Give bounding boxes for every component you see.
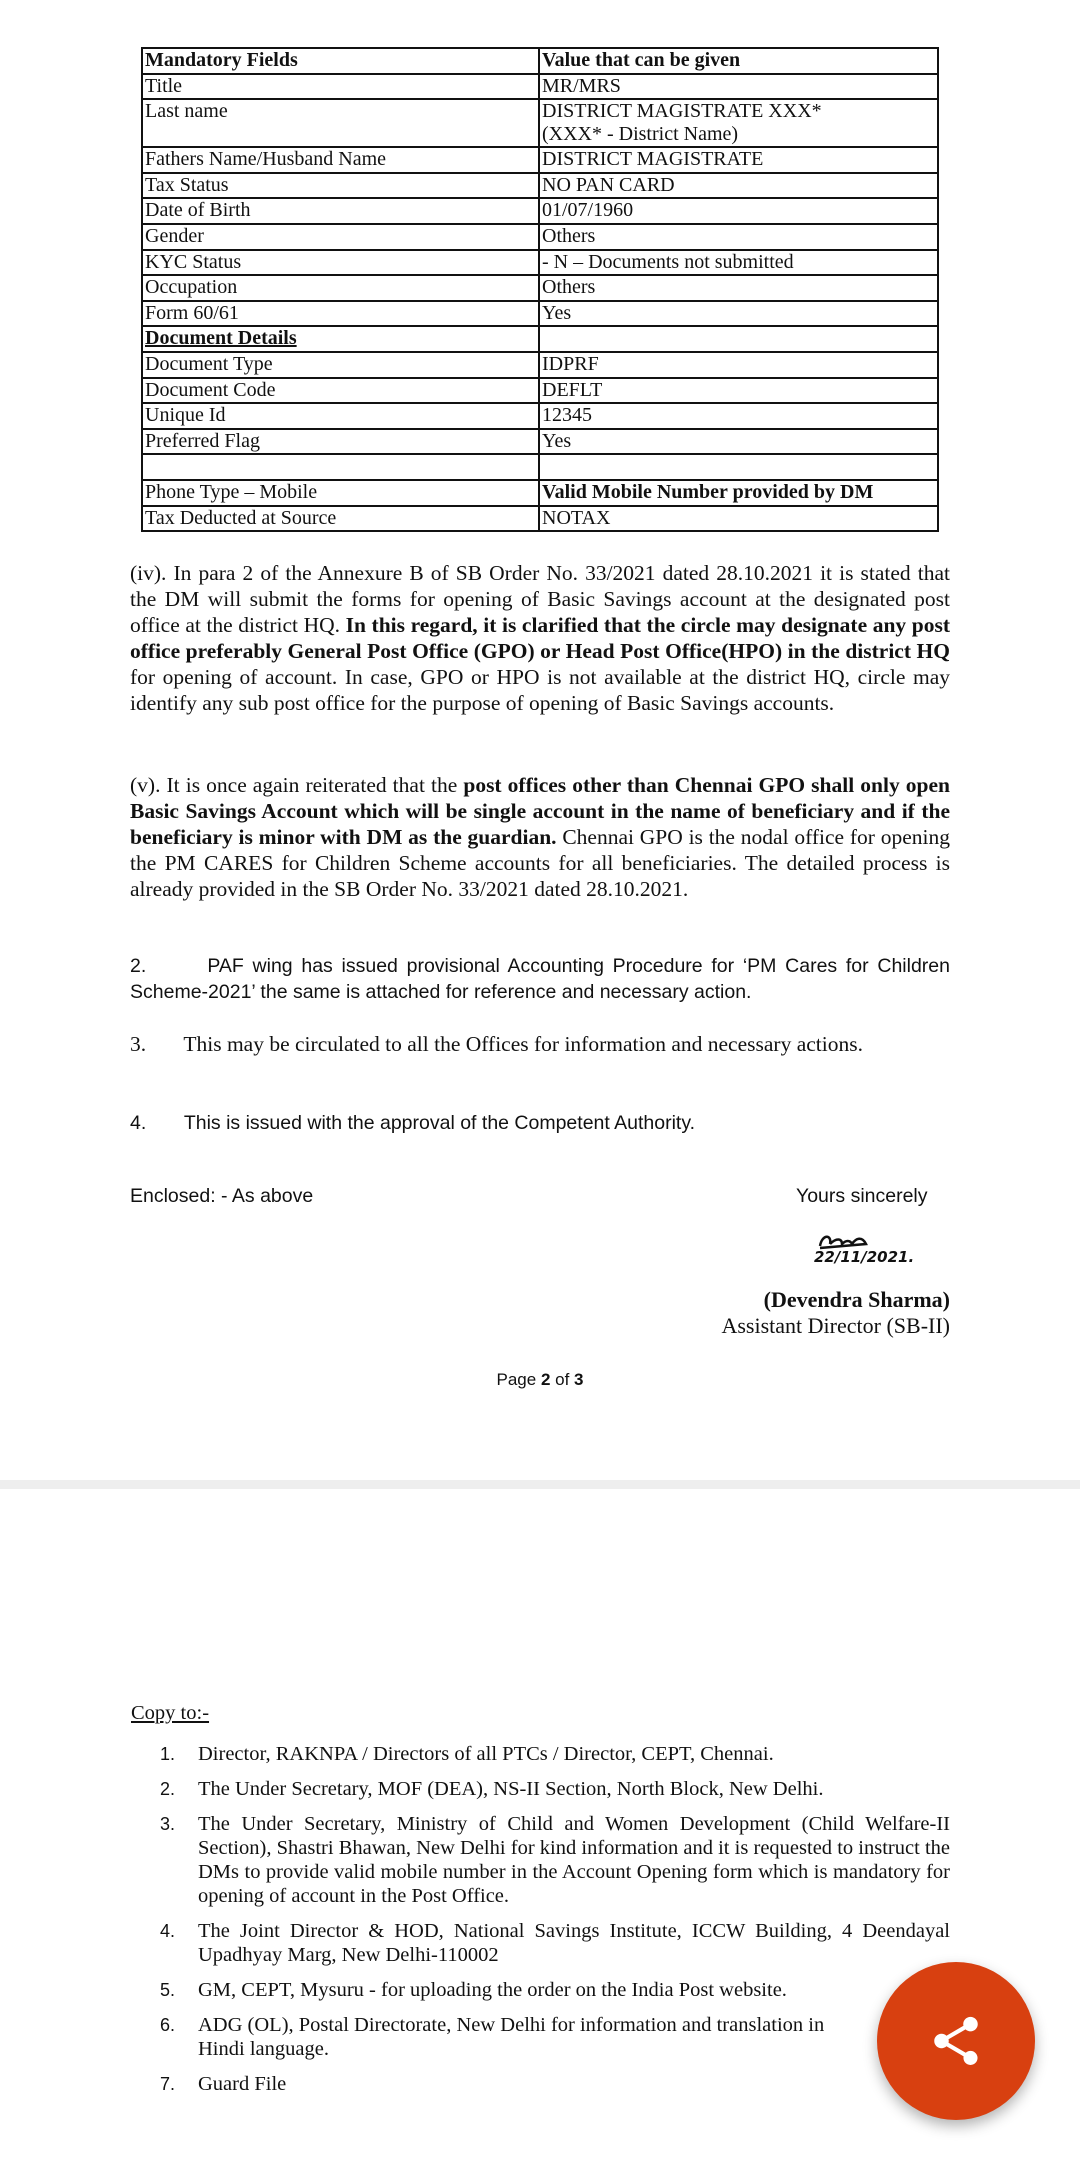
field-name: Document Type — [142, 352, 539, 378]
field-value — [539, 250, 938, 276]
table-row — [142, 352, 938, 378]
value-text: Yes — [542, 301, 572, 324]
signature — [810, 1232, 940, 1272]
table-row — [142, 378, 938, 404]
field-value — [539, 352, 938, 378]
value-text: DISTRICT MAGISTRATE — [542, 148, 764, 171]
item-number: 2. — [160, 1779, 176, 1799]
table-row — [142, 326, 938, 352]
value-text: NOTAX — [542, 506, 611, 529]
paragraph-2: 2. PAF wing has issued provisional Accounting Procedure for ‘PM Cares for Children Scheme-2021’ the same is attached for reference and necessary action. — [130, 955, 956, 1003]
bold-text: In this regard, it is clarified that the circle may designate any post office preferably General Post Office (GPO) or Head Post Office(HPO) in the district HQ — [130, 613, 950, 663]
field-name: Last name — [142, 99, 539, 147]
table-row — [142, 198, 938, 224]
page-number — [0, 1370, 1080, 1390]
table-row — [142, 275, 938, 301]
text: Chennai GPO is the nodal office for opening the PM CARES for Children Scheme accounts for all beneficiaries. The detailed process is already provided in the SB Order No. 33/2021 dated 28.10.2021. — [130, 825, 950, 901]
text: of — [550, 1370, 575, 1389]
item-number: 3. — [160, 1814, 176, 1834]
table-header-row — [142, 48, 938, 74]
field-name — [142, 454, 539, 480]
signature-date: 22/11/2021. — [814, 1248, 915, 1266]
value-text: 01/07/1960 — [542, 199, 634, 222]
field-value — [539, 378, 938, 404]
signer-name: (Devendra Sharma) — [763, 1287, 950, 1312]
table-row — [142, 250, 938, 276]
field-name: Unique Id — [142, 403, 539, 429]
table-row — [142, 506, 938, 532]
field-name: Tax Deducted at Source — [142, 506, 539, 532]
mandatory-fields-table — [141, 47, 939, 532]
total-pages: 3 — [574, 1370, 584, 1389]
field-name: Gender — [142, 224, 539, 250]
field-value — [539, 480, 938, 506]
field-name: Preferred Flag — [142, 429, 539, 455]
field-name: Fathers Name/Husband Name — [142, 147, 539, 173]
paragraph-v — [130, 772, 950, 902]
text: for opening of account. In case, GPO or HPO is not available at the district HQ, circle may identify any sub post office for the purpose of opening of Basic Savings accounts. — [130, 665, 950, 715]
table-row — [142, 403, 938, 429]
value-text: DISTRICT MAGISTRATE XXX* — [542, 100, 822, 123]
field-value — [539, 99, 938, 147]
paragraph-iv — [130, 560, 950, 716]
signer-title: Assistant Director (SB-II) — [721, 1313, 950, 1338]
field-name: Date of Birth — [142, 198, 539, 224]
table-row — [142, 147, 938, 173]
field-name: Form 60/61 — [142, 301, 539, 327]
table-row — [142, 224, 938, 250]
paragraph-4: 4. This is issued with the approval of the Competent Authority. — [130, 1112, 696, 1134]
field-name: Phone Type – Mobile — [142, 480, 539, 506]
copy-to-item — [160, 1978, 950, 2002]
item-text: Director, RAKNPA / Directors of all PTCs / Director, CEPT, Chennai. — [198, 1743, 774, 1765]
value-text: Yes — [542, 429, 572, 452]
field-value — [539, 403, 938, 429]
field-name: Tax Status — [142, 173, 539, 199]
value-text: MR/MRS — [542, 74, 621, 97]
value-text: - N – Documents not submitted — [542, 250, 794, 273]
page-separator — [0, 1480, 1080, 1489]
copy-to-item — [160, 2013, 950, 2061]
copy-to-item — [160, 1812, 950, 1908]
copy-to-item — [160, 2072, 950, 2096]
item-number: 6. — [160, 2015, 176, 2035]
field-value — [539, 173, 938, 199]
copy-to-item — [160, 1777, 950, 1801]
enclosed-note: Enclosed: - As above — [130, 1185, 314, 1207]
field-value — [539, 506, 938, 532]
closing: Yours sincerely — [796, 1185, 928, 1207]
table-row — [142, 301, 938, 327]
field-value — [539, 147, 938, 173]
text: Page — [496, 1370, 541, 1389]
share-button[interactable] — [877, 1962, 1035, 2120]
column-header: Mandatory Fields — [142, 48, 539, 74]
field-name: Document Details — [142, 326, 539, 352]
field-value — [539, 301, 938, 327]
item-text: The Joint Director & HOD, National Savings Institute, ICCW Building, 4 Deendayal Upadhyay Marg, New Delhi-110002 — [198, 1920, 950, 1966]
table-row — [142, 173, 938, 199]
table-row — [142, 99, 938, 147]
value-text: IDPRF — [542, 352, 599, 375]
copy-to-heading: Copy to:- — [131, 1702, 210, 1724]
value-text: (XXX* - District Name) — [542, 123, 739, 146]
item-number: 4. — [160, 1921, 176, 1941]
copy-to-item — [160, 1742, 950, 1766]
value-text: 12345 — [542, 404, 592, 427]
field-name: KYC Status — [142, 250, 539, 276]
field-value — [539, 326, 938, 352]
column-header: Value that can be given — [539, 48, 938, 74]
field-value — [539, 454, 938, 480]
paragraph-3: 3. This may be circulated to all the Offices for information and necessary actions. — [130, 1032, 863, 1056]
table-row — [142, 480, 938, 506]
value-text: NO PAN CARD — [542, 173, 675, 196]
item-number: 7. — [160, 2074, 176, 2094]
table-row — [142, 454, 938, 480]
item-text: The Under Secretary, Ministry of Child and Women Development (Child Welfare-II Section), Shastri Bhawan, New Delhi for kind information and it is requested to instruct the DMs to provide valid mobile number in the Account Opening form which is mandatory for opening of account in the Post Office. — [198, 1813, 950, 1907]
field-name: Document Code — [142, 378, 539, 404]
bold-text: post offices other than Chennai GPO shall only open Basic Savings Account which will be single account in the name of beneficiary and if the beneficiary is minor with DM as the guardian. — [130, 773, 950, 849]
item-text: ADG (OL), Postal Directorate, New Delhi for information and translation in Hindi language. — [198, 2014, 825, 2060]
item-number: 1. — [160, 1744, 176, 1764]
field-value — [539, 224, 938, 250]
item-number: 5. — [160, 1980, 176, 2000]
item-text: The Under Secretary, MOF (DEA), NS-II Section, North Block, New Delhi. — [198, 1778, 824, 1800]
field-value — [539, 198, 938, 224]
table-row — [142, 429, 938, 455]
share-icon — [927, 2012, 985, 2070]
field-value — [539, 74, 938, 100]
value-text: Valid Mobile Number provided by DM — [542, 480, 874, 503]
field-value — [539, 275, 938, 301]
value-text: Others — [542, 224, 596, 247]
table-row — [142, 74, 938, 100]
item-text: GM, CEPT, Mysuru - for uploading the order on the India Post website. — [198, 1979, 787, 2001]
current-page: 2 — [540, 1370, 551, 1389]
value-text: Others — [542, 276, 596, 299]
field-name: Occupation — [142, 275, 539, 301]
field-value — [539, 429, 938, 455]
copy-to-item — [160, 1919, 950, 1967]
copy-to-list — [160, 1742, 950, 2107]
text: (v). It is once again reiterated that the — [130, 773, 464, 797]
value-text: DEFLT — [542, 378, 603, 401]
item-text: Guard File — [198, 2073, 287, 2095]
text: (iv). In para 2 of the Annexure B of SB Order No. 33/2021 dated 28.10.2021 it is stated that the DM will submit the forms for opening of Basic Savings account at the designated post office at the district HQ. — [130, 561, 950, 637]
field-name: Title — [142, 74, 539, 100]
